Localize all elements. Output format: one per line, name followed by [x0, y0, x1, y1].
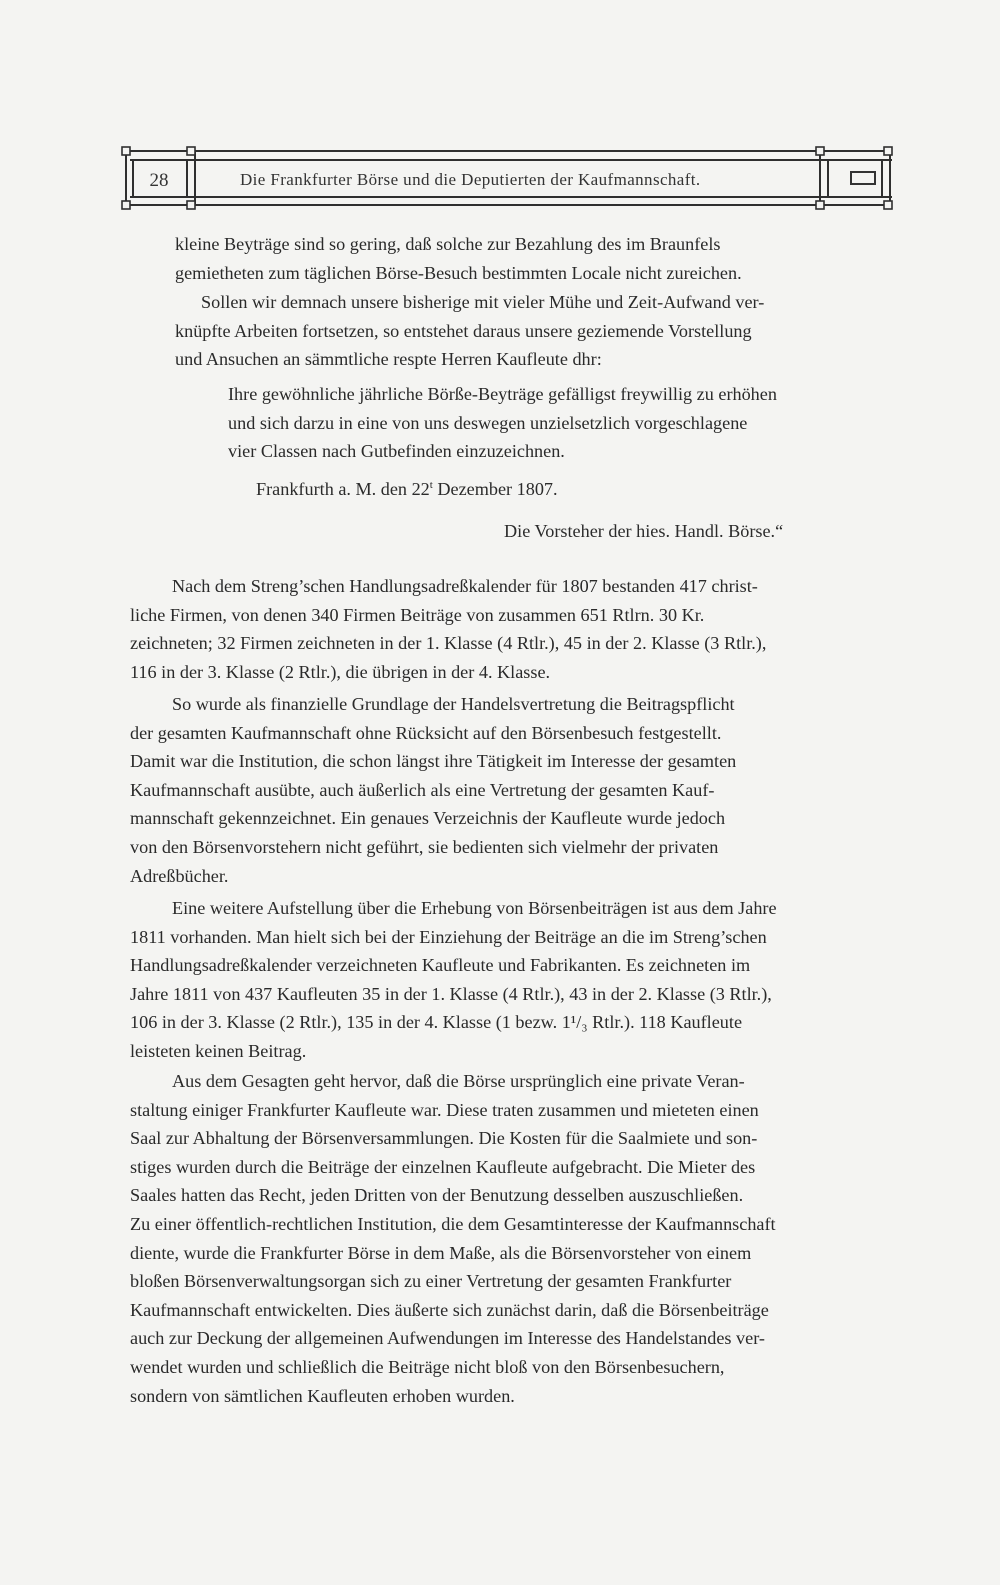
text-line: wendet wurden und schließlich die Beiträge nicht bloß von den Börsenbesuchern, — [130, 1356, 725, 1377]
quote-date-line — [256, 479, 558, 500]
page-number: 28 — [149, 170, 169, 191]
text-line: 116 in der 3. Klasse (2 Rtlr.), die übrigen in der 4. Klasse. — [130, 661, 551, 682]
body-paragraph-3 — [130, 894, 900, 1066]
text-line: und sich darzu in eine von uns deswegen unzielsetzlich vorgeschlagene — [228, 412, 748, 433]
body-paragraph-4 — [130, 1067, 900, 1410]
quote-signature: Die Vorsteher der hies. Handl. Börse.“ — [504, 521, 784, 541]
text-line: Saal zur Abhaltung der Börsenversammlungen. Die Kosten für die Saalmiete und son- — [130, 1128, 758, 1149]
text-line: Ihre gewöhnliche jährliche Börße-Beyträge gefälligst freywillig zu erhöhen — [228, 384, 777, 404]
text-line: Adreßbücher. — [130, 865, 229, 886]
text-line: 1811 vorhanden. Man hielt sich bei der Einziehung der Beiträge an die im Streng’schen — [130, 926, 767, 947]
text-line: Sollen wir demnach unsere bisherige mit vieler Mühe und Zeit-Aufwand ver- — [201, 292, 765, 312]
date-superscript: t — [429, 479, 433, 491]
text-line: kleine Beyträge sind so gering, daß solche zur Bezahlung des im Braunfels — [175, 234, 721, 254]
text-line: sondern von sämtlichen Kaufleuten erhoben wurden. — [130, 1385, 515, 1406]
running-title: Die Frankfurter Börse und die Deputierten der Kaufmannschaft. — [240, 170, 701, 189]
text-line: zeichneten; 32 Firmen zeichneten in der 1. Klasse (4 Rtlr.), 45 in der 2. Klasse (3 Rtlr.), — [130, 633, 767, 654]
text-line: vier Classen nach Gutbefinden einzuzeichnen. — [228, 441, 565, 462]
quote-paragraph-3 — [228, 380, 904, 466]
body-paragraph-2 — [130, 690, 900, 890]
body-paragraph-1 — [130, 572, 900, 686]
date-text: Frankfurth a. M. den 22 — [256, 479, 430, 500]
text-line: So wurde als finanzielle Grundlage der Handelsvertretung die Beitragspflicht — [172, 694, 735, 714]
text-line: auch zur Deckung der allgemeinen Aufwendungen im Interesse des Handelstandes ver- — [130, 1328, 765, 1349]
text-line: gemietheten zum täglichen Börse-Besuch bestimmten Locale nicht zureichen. — [175, 262, 742, 283]
text-line: Eine weitere Aufstellung über die Erhebung von Börsenbeiträgen ist aus dem Jahre — [172, 898, 777, 918]
text-line: Jahre 1811 von 437 Kaufleuten 35 in der 1. Klasse (4 Rtlr.), 43 in der 2. Klasse (3 Rtlr.), — [130, 983, 772, 1004]
quote-paragraph-1 — [175, 230, 905, 287]
text-line: Zu einer öffentlich-rechtlichen Institution, die dem Gesamtinteresse der Kaufmannschaft — [130, 1213, 776, 1234]
text-line: mannschaft gekennzeichnet. Ein genaues Verzeichnis der Kaufleute wurde jedoch — [130, 808, 726, 829]
text-line: 106 in der 3. Klasse (2 Rtlr.), 135 in der 4. Klasse (1 bezw. 1¹/₃ Rtlr.). 118 Kaufleute — [130, 1012, 743, 1033]
text-line: Nach dem Streng’schen Handlungsadreßkalender für 1807 bestanden 417 christ- — [172, 576, 758, 596]
quote-paragraph-2 — [175, 288, 905, 374]
text-line: diente, wurde die Frankfurter Börse in dem Maße, als die Börsenvorsteher von einem — [130, 1242, 752, 1263]
text-line: Kaufmannschaft ausübte, auch äußerlich als eine Vertretung der gesamten Kauf- — [130, 779, 715, 800]
date-text-end: Dezember 1807. — [432, 479, 558, 500]
text-line: stiges wurden durch die Beiträge der einzelnen Kaufleute aufgebracht. Die Mieter des — [130, 1156, 756, 1177]
text-line: Kaufmannschaft entwickelten. Dies äußerte sich zunächst darin, daß die Börsenbeiträge — [130, 1299, 769, 1320]
text-line: bloßen Börsenverwaltungsorgan sich zu einer Vertretung der gesamten Frankfurter — [130, 1271, 732, 1292]
text-line: staltung einiger Frankfurter Kaufleute war. Diese traten zusammen und mieteten einen — [130, 1099, 759, 1120]
header-rectangle-ornament — [850, 171, 876, 185]
header-ornament-frame — [0, 0, 1000, 230]
text-line: Saales hatten das Recht, jeden Dritten von der Benutzung desselben auszuschließen. — [130, 1185, 744, 1206]
text-line: Handlungsadreßkalender verzeichneten Kaufleute und Fabrikanten. Es zeichneten im — [130, 955, 751, 976]
text-line: liche Firmen, von denen 340 Firmen Beiträge von zusammen 651 Rtlrn. 30 Kr. — [130, 604, 705, 625]
text-line: Aus dem Gesagten geht hervor, daß die Börse ursprünglich eine private Veran- — [172, 1071, 745, 1091]
text-line: knüpfte Arbeiten fortsetzen, so entstehet daraus unsere geziemende Vorstellung — [175, 320, 752, 341]
text-line: Damit war die Institution, die schon längst ihre Tätigkeit im Interesse der gesamten — [130, 751, 737, 772]
text-line: der gesamten Kaufmannschaft ohne Rücksicht auf den Börsenbesuch festgestellt. — [130, 722, 722, 743]
text-line: von den Börsenvorstehern nicht geführt, sie bedienten sich vielmehr der privaten — [130, 836, 719, 857]
text-line: und Ansuchen an sämmtliche respte Herren Kaufleute dhr: — [175, 349, 602, 370]
text-line: leisteten keinen Beitrag. — [130, 1040, 307, 1061]
